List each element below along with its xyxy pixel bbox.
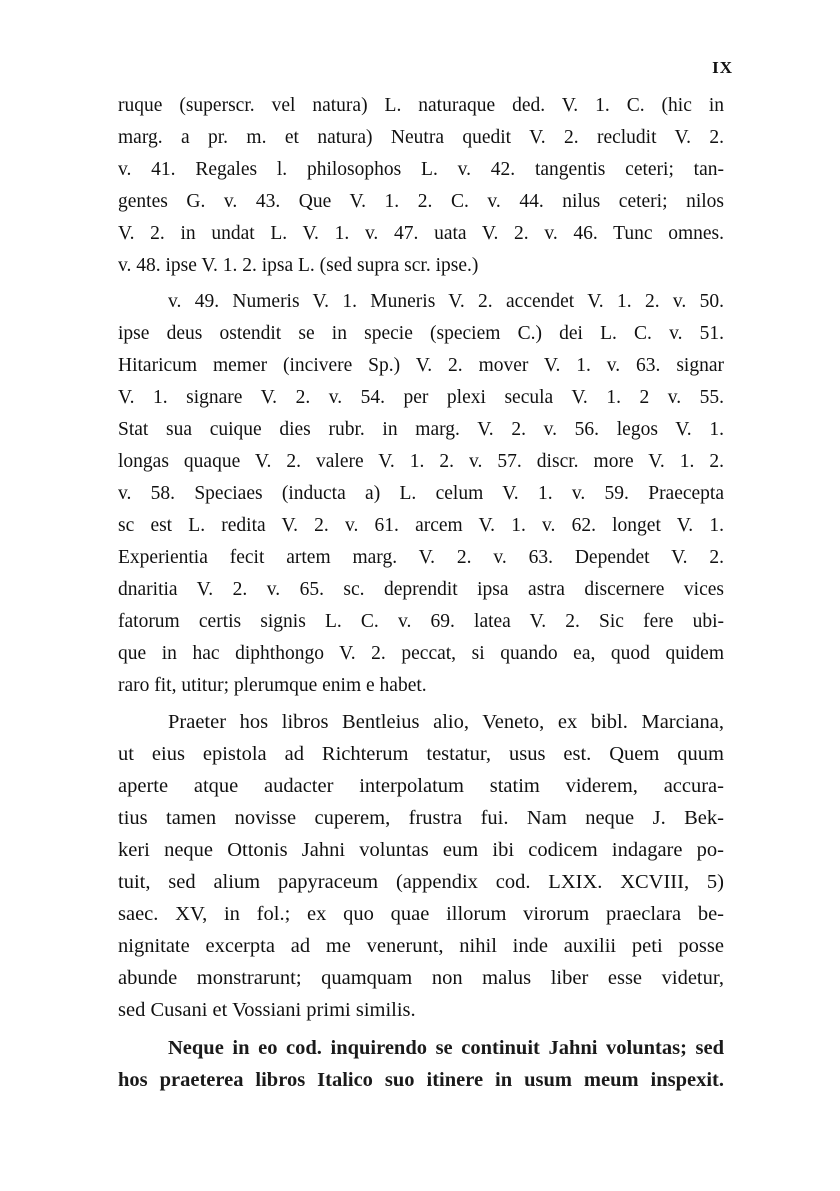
apparatus-line: marg. a pr. m. et natura) Neutra quedit V. 2. recludit V. 2. bbox=[118, 127, 724, 148]
apparatus-line: v. 58. Speciaes (inducta a) L. celum V. 1. v. 59. Praecepta bbox=[118, 483, 724, 504]
page-number: IX bbox=[712, 58, 733, 77]
paragraph-line: aperte atque audacter interpolatum statim viderem, accura- bbox=[118, 775, 724, 797]
apparatus-line: fatorum certis signis L. C. v. 69. latea V. 2. Sic fere ubi- bbox=[118, 611, 724, 632]
apparatus-line: ipse deus ostendit se in specie (speciem C.) dei L. C. v. 51. bbox=[118, 323, 724, 344]
paragraph-line: sed Cusani et Vossiani primi similis. bbox=[118, 999, 416, 1021]
paragraph-line: ut eius epistola ad Richterum testatur, usus est. Quem quum bbox=[118, 743, 724, 765]
apparatus-line: v. 41. Regales l. philosophos L. v. 42. tangentis ceteri; tan- bbox=[118, 159, 724, 180]
final-paragraph bbox=[118, 1032, 724, 1096]
apparatus-line: ruque (superscr. vel natura) L. naturaque ded. V. 1. C. (hic in bbox=[118, 95, 724, 116]
apparatus-line: dnaritia V. 2. v. 65. sc. deprendit ipsa astra discernere vices bbox=[118, 579, 724, 600]
apparatus-block-2 bbox=[118, 286, 724, 702]
paragraph-line: abunde monstrarunt; quamquam non malus liber esse videtur, bbox=[118, 967, 724, 989]
apparatus-line: v. 48. ipse V. 1. 2. ipsa L. (sed supra scr. ipse.) bbox=[118, 255, 479, 276]
apparatus-line: Experientia fecit artem marg. V. 2. v. 63. Dependet V. 2. bbox=[118, 547, 724, 568]
paragraph-line: Neque in eo cod. inquirendo se continuit Jahni voluntas; sed bbox=[168, 1037, 724, 1059]
paragraph-line: hos praeterea libros Italico suo itinere in usum meum inspexit. bbox=[118, 1069, 724, 1091]
apparatus-line: que in hac diphthongo V. 2. peccat, si quando ea, quod quidem bbox=[118, 643, 724, 664]
apparatus-line: v. 49. Numeris V. 1. Muneris V. 2. accendet V. 1. 2. v. 50. bbox=[168, 291, 724, 312]
paragraph-line: saec. XV, in fol.; ex quo quae illorum virorum praeclara be- bbox=[118, 903, 724, 925]
apparatus-line: V. 2. in undat L. V. 1. v. 47. uata V. 2. v. 46. Tunc omnes. bbox=[118, 223, 724, 244]
apparatus-line: Hitaricum memer (incivere Sp.) V. 2. mover V. 1. v. 63. signar bbox=[118, 355, 724, 376]
paragraph-line: tius tamen novisse cuperem, frustra fui. Nam neque J. Bek- bbox=[118, 807, 724, 829]
main-paragraph bbox=[118, 706, 724, 1026]
apparatus-line: V. 1. signare V. 2. v. 54. per plexi secula V. 1. 2 v. 55. bbox=[118, 387, 724, 408]
apparatus-line: longas quaque V. 2. valere V. 1. 2. v. 57. discr. more V. 1. 2. bbox=[118, 451, 724, 472]
paragraph-line: keri neque Ottonis Jahni voluntas eum ibi codicem indagare po- bbox=[118, 839, 724, 861]
paragraph-line: nignitate excerpta ad me venerunt, nihil inde auxilii peti posse bbox=[118, 935, 724, 957]
paragraph-line: Praeter hos libros Bentleius alio, Veneto, ex bibl. Marciana, bbox=[168, 711, 724, 733]
apparatus-line: sc est L. redita V. 2. v. 61. arcem V. 1. v. 62. longet V. 1. bbox=[118, 515, 724, 536]
paragraph-line: tuit, sed alium papyraceum (appendix cod. LXIX. XCVIII, 5) bbox=[118, 871, 724, 893]
apparatus-line: gentes G. v. 43. Que V. 1. 2. C. v. 44. nilus ceteri; nilos bbox=[118, 191, 724, 212]
apparatus-line: Stat sua cuique dies rubr. in marg. V. 2. v. 56. legos V. 1. bbox=[118, 419, 724, 440]
apparatus-block-1 bbox=[118, 90, 724, 282]
apparatus-line: raro fit, utitur; plerumque enim e habet. bbox=[118, 675, 427, 696]
